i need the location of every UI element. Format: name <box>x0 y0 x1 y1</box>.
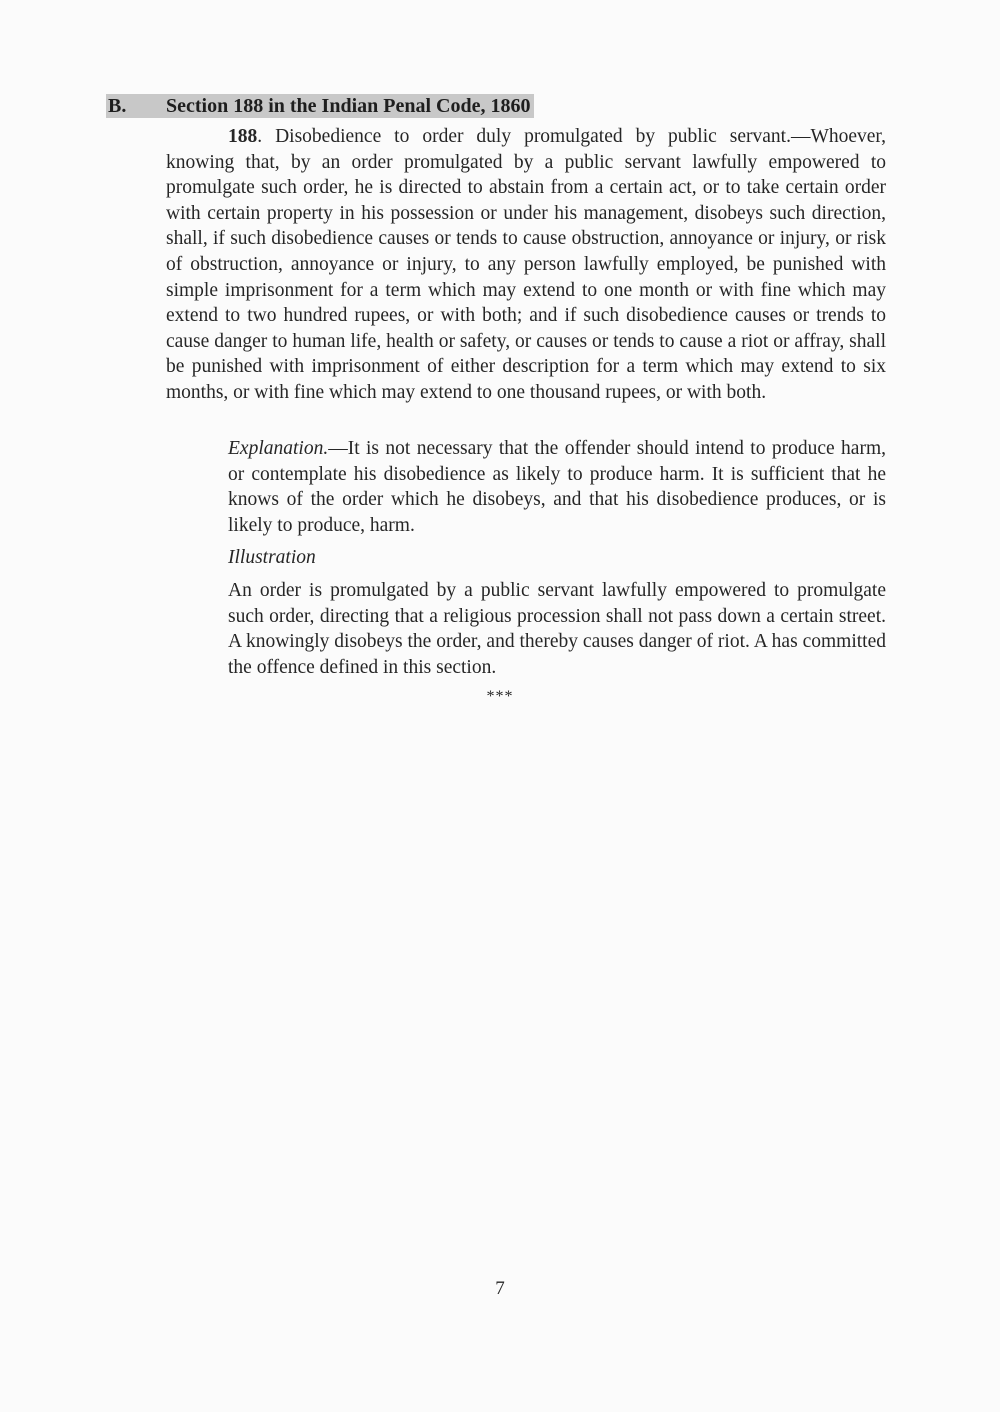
illustration-heading: Illustration <box>228 547 316 568</box>
section-body-text: . Disobedience to order duly promulgated by public servant.—Whoever, knowing that, by an order promulgated by a public servant lawfully empowered to promulgate such order, he is directed to abstain from a certain act, or to take certain order with certain property in his possession or under his management, disobeys such direction, shall, if such disobedience causes or tends to cause obstruction, annoyance or injury, or risk of obstruction, annoyance or injury, to any person lawfully employed, be punished with simple imprisonment for a term which may extend to one month or with fine which may extend to two hundred rupees, or with both; and if such disobedience causes or trends to cause danger to human life, health or safety, or causes or tends to cause a riot or affray, shall be punished with imprisonment of either description for a term which may extend to six months, or with fine which may extend to one thousand rupees, or with both. <box>166 126 886 403</box>
explanation-text: —It is not necessary that the offender should intend to produce harm, or contemplate his disobedience as likely to produce harm. It is sufficient that he knows of the order which he disobeys, and that his disobedience produces, or is likely to produce, harm. <box>228 438 886 536</box>
section-heading <box>106 94 534 118</box>
section-letter: B. <box>108 95 127 117</box>
explanation-paragraph <box>228 436 886 538</box>
explanation-label: Explanation. <box>228 438 329 459</box>
section-separator: *** <box>486 688 514 705</box>
section-title: Section 188 in the Indian Penal Code, 1860 <box>166 95 531 117</box>
section-number: 188 <box>228 126 258 147</box>
page-number: 7 <box>495 1278 505 1299</box>
illustration-paragraph: An order is promulgated by a public servant lawfully empowered to promulgate such order, directing that a religious procession shall not pass down a certain street. A knowingly disobeys the order, and thereby causes danger of riot. A has committed the offence defined in this section. <box>228 580 886 678</box>
section-body-paragraph <box>166 124 886 406</box>
